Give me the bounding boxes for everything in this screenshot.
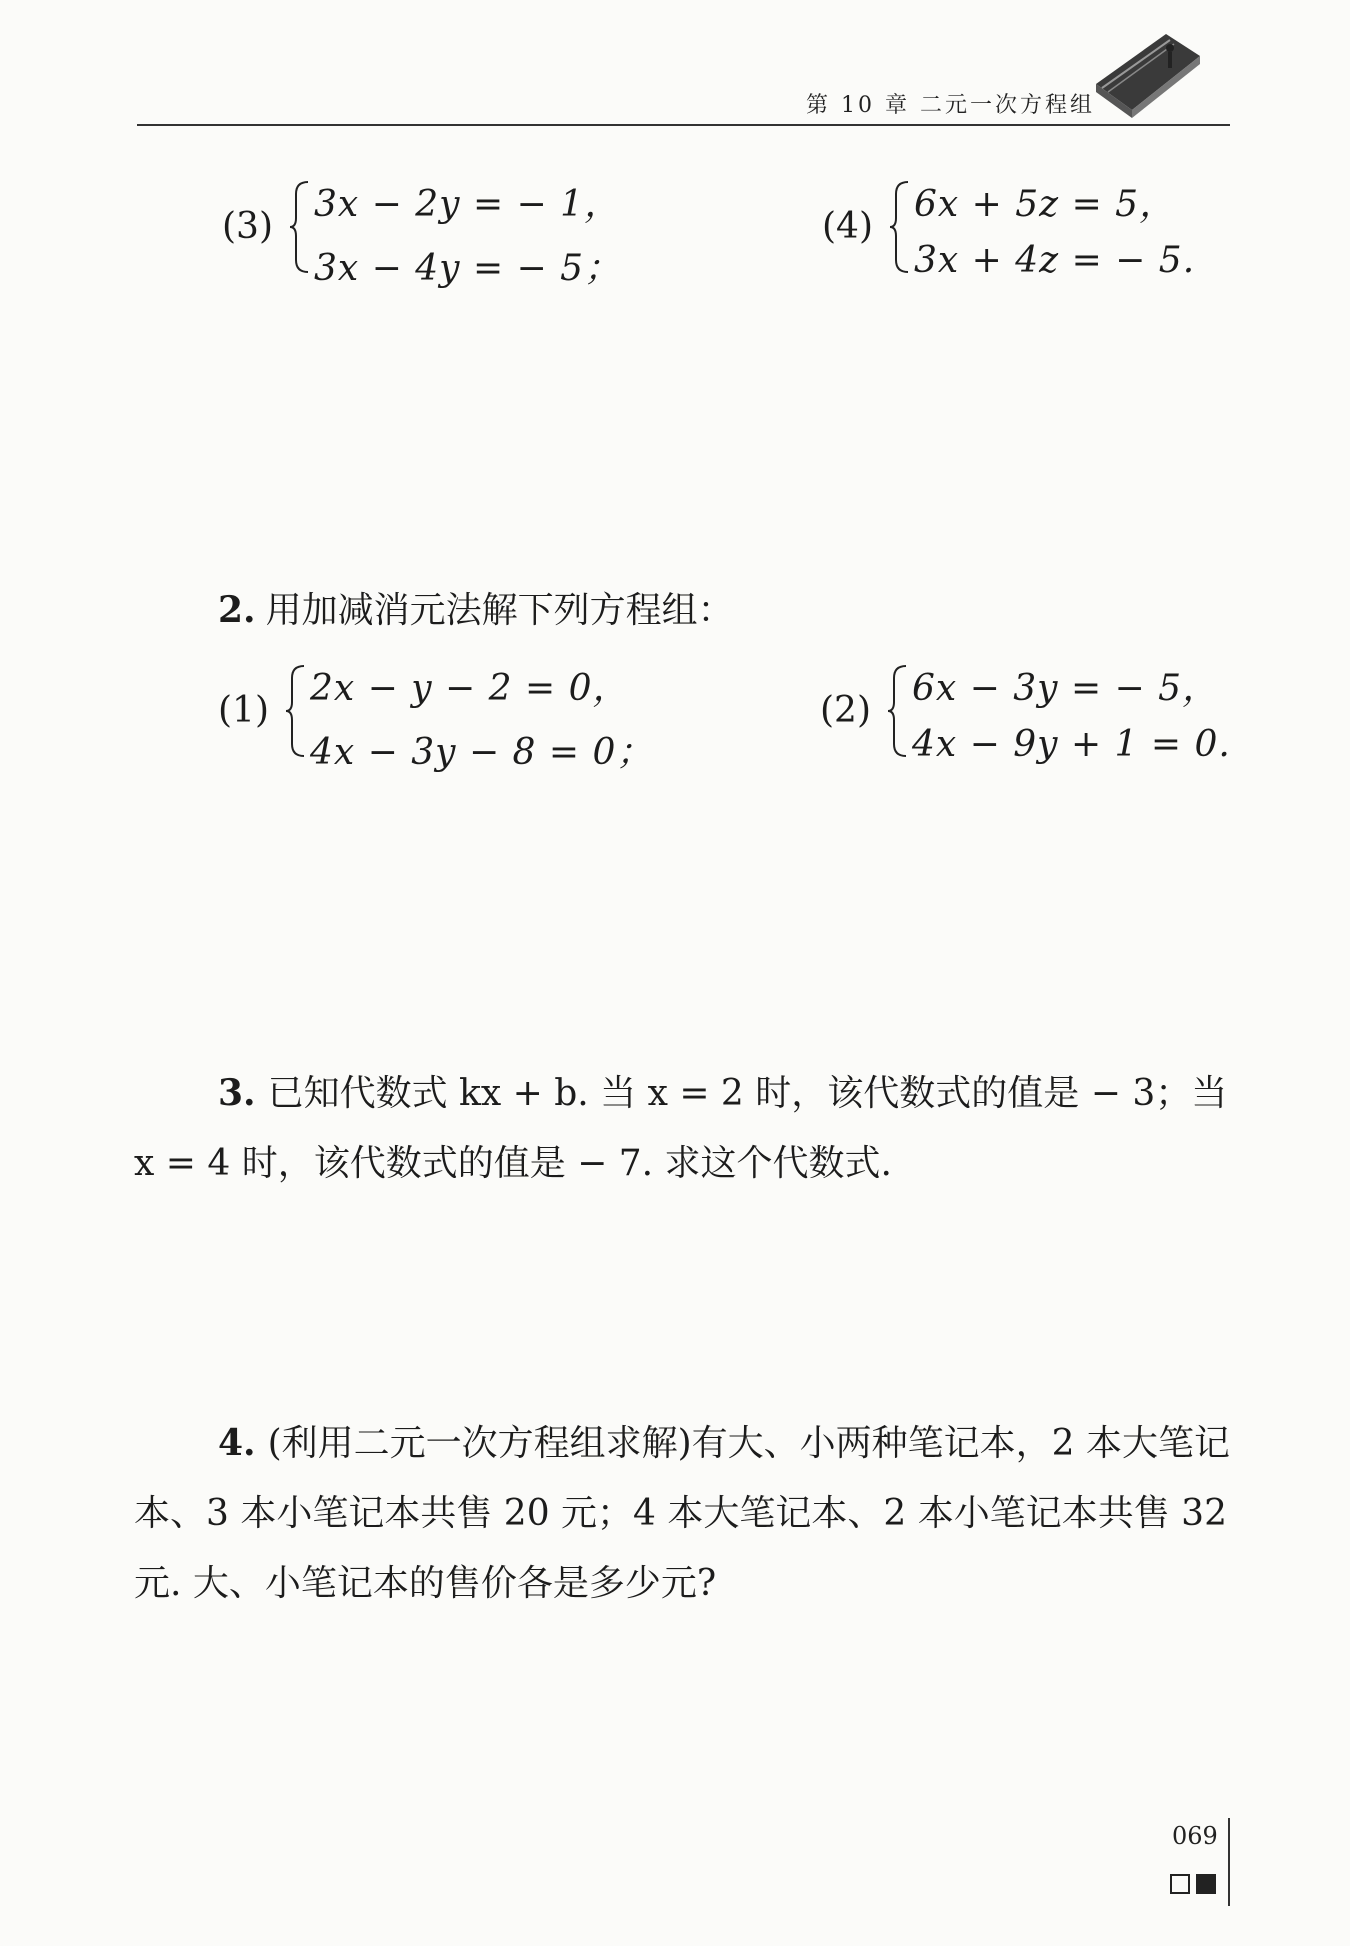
equation-system-1	[218, 660, 654, 773]
equation-line: 6x − 3y = − 5，	[912, 668, 1220, 709]
page-header	[137, 72, 1230, 126]
question-number: 4.	[218, 1422, 256, 1464]
equation-system-3	[222, 176, 622, 289]
left-brace-icon	[288, 180, 312, 274]
question-3	[134, 1058, 1234, 1199]
question-text: 用加减消元法解下列方程组：	[265, 590, 734, 631]
footer-divider	[1228, 1818, 1230, 1906]
item-label: (1)	[218, 690, 269, 731]
question-text: (利用二元一次方程组求解)有大、小两种笔记本，2 本大笔记本、3 本小笔记本共售 20 元；4 本大笔记本、2 本小笔记本共售 32 元. 大、小笔记本的售价各是多少元?	[134, 1423, 1231, 1604]
equation-line: 2x − y − 2 = 0，	[310, 668, 630, 709]
equation-line: 3x + 4z = − 5.	[914, 240, 1196, 281]
equation-line: 6x + 5z = 5，	[914, 184, 1177, 225]
equation-system-4	[822, 176, 1222, 286]
left-brace-icon	[886, 664, 910, 758]
filled-square-icon	[1196, 1874, 1216, 1894]
equation-line: 3x − 2y = − 1，	[314, 184, 622, 225]
equation-line: 4x − 3y − 8 = 0；	[310, 732, 654, 773]
left-brace-icon	[888, 180, 912, 274]
book-icon	[1088, 26, 1208, 122]
empty-square-icon	[1170, 1874, 1190, 1894]
equation-line: 4x − 9y + 1 = 0.	[912, 724, 1231, 765]
equation-line: 3x − 4y = − 5；	[314, 248, 622, 289]
item-label: (2)	[820, 690, 871, 731]
question-text: 已知代数式 kx + b. 当 x = 2 时，该代数式的值是 − 3；当 x = 4 时，该代数式的值是 − 7. 求这个代数式.	[134, 1073, 1228, 1184]
question-2-heading	[218, 582, 734, 633]
question-number: 3.	[218, 1072, 256, 1114]
left-brace-icon	[284, 664, 308, 758]
equation-system-2	[820, 660, 1240, 770]
chapter-title: 第 10 章 二元一次方程组	[806, 93, 1095, 118]
item-label: (3)	[222, 206, 273, 247]
question-4	[134, 1408, 1234, 1619]
item-label: (4)	[822, 206, 873, 247]
question-number: 2.	[218, 589, 256, 631]
page-number: 069	[1172, 1822, 1218, 1850]
